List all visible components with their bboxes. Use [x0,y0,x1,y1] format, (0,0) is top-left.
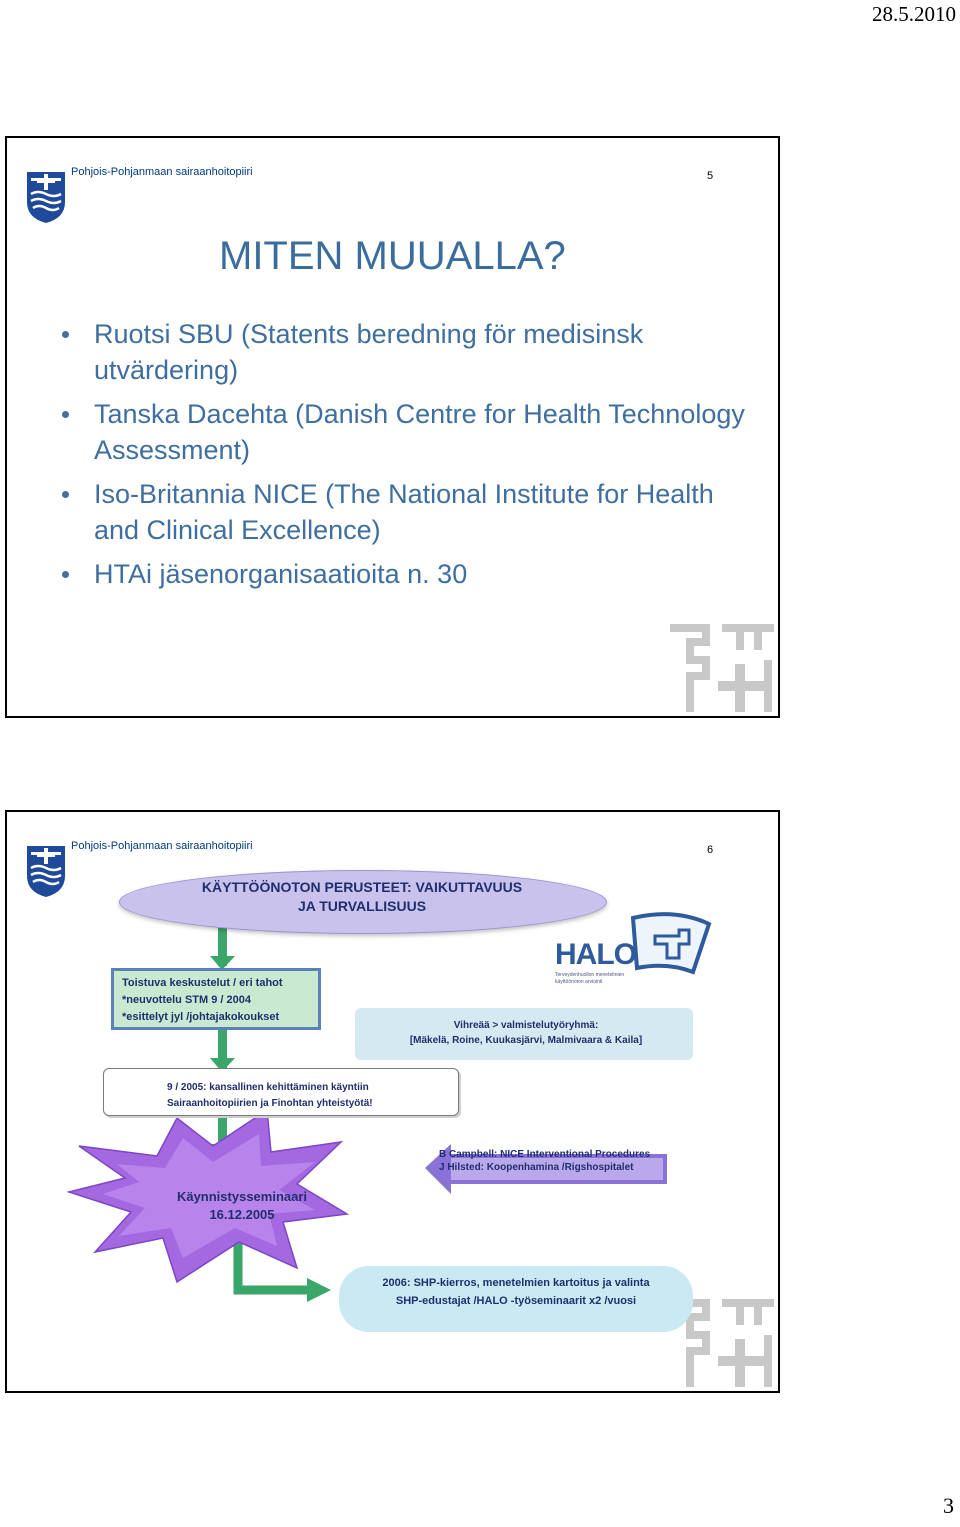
seminar-text [157,1188,327,1224]
bullet-icon [62,331,69,338]
result-line: 2006: SHP-kierros, menetelmien kartoitus ja valinta [382,1277,650,1289]
seminar-line: Käynnistysseminaari [176,1189,308,1204]
discussion-line: *esittelyt jyl /johtajakokoukset [122,1011,280,1023]
working-group-line: [Mäkelä, Roine, Kuukasjärvi, Malmivaara & Kaila] [409,1035,643,1046]
list-item [62,476,762,548]
page-date: 28.5.2010 [872,2,956,26]
slide-number: 5 [707,170,714,182]
bullet-icon [62,411,69,418]
campbell-line: B Campbell: NICE Interventional Procedures [439,1149,651,1160]
bullet-text: HTAi jäsenorganisaatioita n. 30 [94,559,468,589]
watermark-cross-icon [666,620,778,716]
slide-title: MITEN MUUALLA? [219,234,566,278]
bent-arrow-head [307,1278,331,1302]
discussion-box [111,968,321,1030]
bullet-icon [62,571,69,578]
result-line: SHP-edustajat /HALO -työseminaarit x2 /vuosi [395,1295,637,1307]
working-group-line: Vihreää > valmistelutyöryhmä: [453,1020,599,1031]
campbell-line: J Hilsted: Koopenhamina /Rigshospitalet [439,1162,634,1173]
campbell-text [439,1148,650,1174]
header-line: JA TURVALLISUUS [297,898,427,914]
bullet-text: Iso-Britannia NICE (The National Institute for Health and Clinical Excellence) [94,479,714,545]
slide-5 [5,136,780,718]
halo-logo-icon [633,914,709,972]
bullet-text: Tanska Dacehta (Danish Centre for Health Technology Assessment) [94,399,745,465]
scroll-banner-text [167,1080,373,1112]
discussion-line: *neuvottelu STM 9 / 2004 [122,994,251,1006]
header-line: KÄYTTÖÖNOTON PERUSTEET: VAIKUTTAVUUS [201,879,523,895]
list-item [62,556,762,592]
discussion-line: Toistuva keskustelut / eri tahot [122,977,283,989]
halo-word: HALO [555,938,636,971]
seminar-line: 16.12.2005 [209,1207,275,1222]
halo-tagline: Terveydenhuollon menetelmien käyttöönoton arviointi [555,972,625,985]
slide-number: 6 [707,844,714,856]
bullet-list [62,316,762,600]
district-crest-icon [25,168,67,224]
org-name: Pohjois-Pohjanmaan sairaanhoitopiiri [71,840,253,852]
bullet-text: Ruotsi SBU (Statents beredning för medisinsk utvärdering) [94,319,644,385]
list-item [62,396,762,468]
working-group-text [371,1018,681,1048]
page-number: 3 [943,1493,954,1518]
scroll-line: Sairaanhoitopiirien ja Finohtan yhteistyötä! [167,1098,373,1109]
result-text [345,1274,687,1310]
slide-6 [5,810,780,1393]
header-ellipse-text [119,878,605,916]
scroll-line: 9 / 2005: kansallinen kehittäminen käyntiin [167,1082,369,1093]
bullet-icon [62,491,69,498]
list-item [62,316,762,388]
org-name: Pohjois-Pohjanmaan sairaanhoitopiiri [71,166,253,178]
